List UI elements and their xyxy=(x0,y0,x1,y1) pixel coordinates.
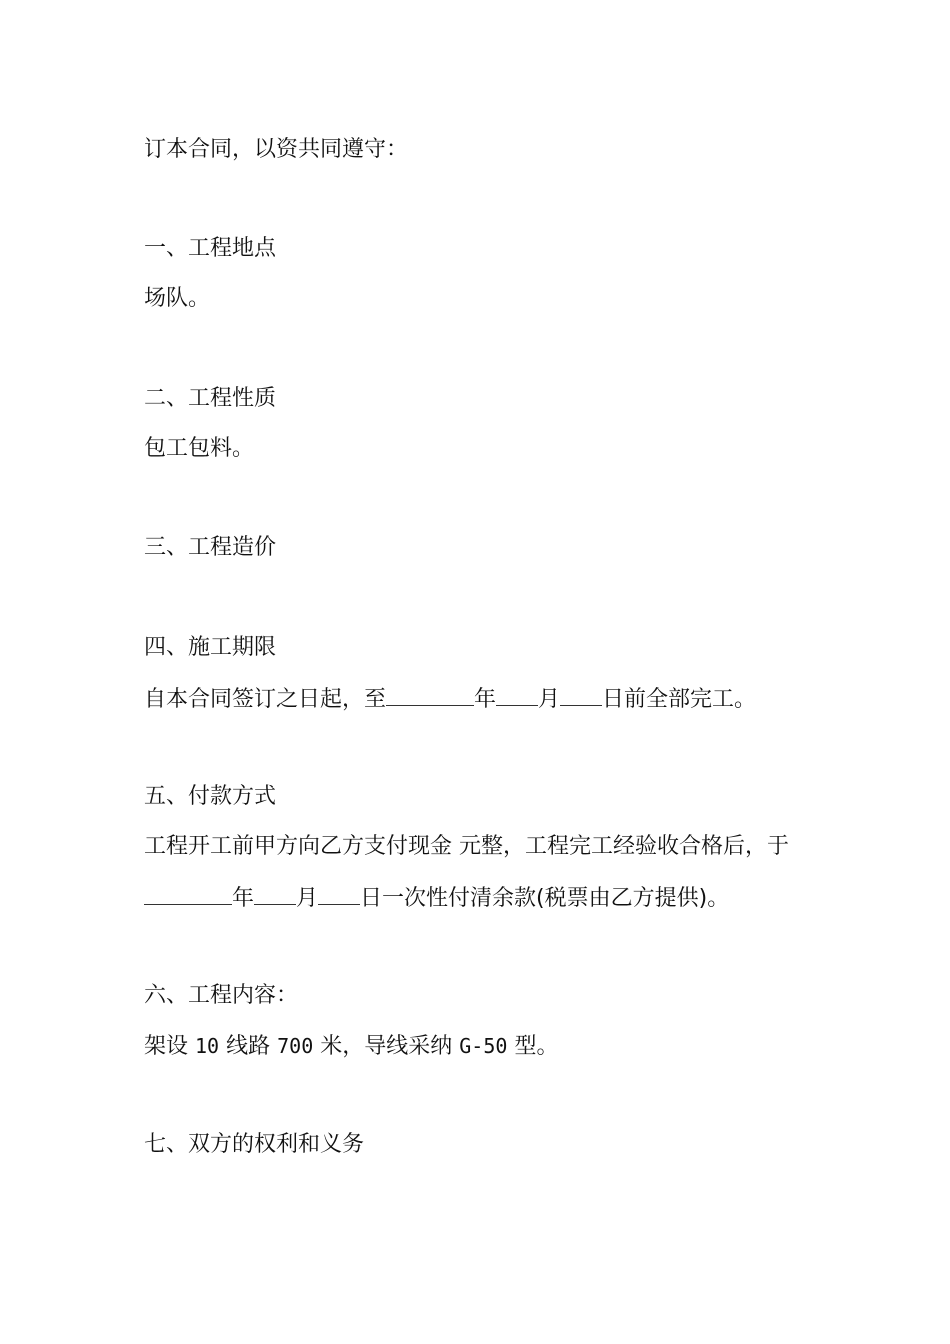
contract-intro: 订本合同，以资共同遵守： xyxy=(144,137,409,162)
section-6-text-3: 米，导线采纳 xyxy=(320,1034,453,1059)
section-2-body: 包工包料。 xyxy=(144,436,255,461)
section-5-line-2 xyxy=(144,882,729,914)
year-blank xyxy=(386,683,474,706)
section-3-heading: 三、工程造价 xyxy=(144,535,277,560)
section-4-text-a: 自本合同签订之日起，至 xyxy=(144,687,387,712)
month-blank xyxy=(254,882,296,905)
section-1-body: 场队。 xyxy=(144,286,211,311)
line-count: 10 xyxy=(195,1034,220,1058)
section-4-text-b: 日前全部完工。 xyxy=(602,687,757,712)
month-label: 月 xyxy=(538,687,561,712)
line-length: 700 xyxy=(277,1034,314,1058)
section-4-body xyxy=(144,683,756,715)
section-4-heading: 四、施工期限 xyxy=(144,635,277,660)
wire-model: G-50 xyxy=(459,1034,508,1058)
section-6-text-4: 型。 xyxy=(514,1034,559,1059)
year-label: 年 xyxy=(474,687,497,712)
section-7-heading: 七、双方的权利和义务 xyxy=(144,1132,365,1157)
year-blank xyxy=(144,882,232,905)
section-5-line-1: 工程开工前甲方向乙方支付现金 元整，工程完工经验收合格后，于 xyxy=(144,834,789,859)
section-6-text-2: 线路 xyxy=(226,1034,271,1059)
section-6-text-1: 架设 xyxy=(144,1034,189,1059)
section-6-body xyxy=(144,1031,558,1062)
month-label: 月 xyxy=(296,886,319,911)
year-label: 年 xyxy=(232,886,255,911)
section-2-heading: 二、工程性质 xyxy=(144,386,277,411)
section-6-heading: 六、工程内容： xyxy=(144,983,299,1008)
section-1-heading: 一、工程地点 xyxy=(144,236,277,261)
day-blank xyxy=(318,882,360,905)
month-blank xyxy=(496,683,538,706)
day-blank xyxy=(560,683,602,706)
section-5-heading: 五、付款方式 xyxy=(144,784,277,809)
section-5-line-2-tail: 日一次性付清余款(税票由乙方提供)。 xyxy=(360,886,730,911)
